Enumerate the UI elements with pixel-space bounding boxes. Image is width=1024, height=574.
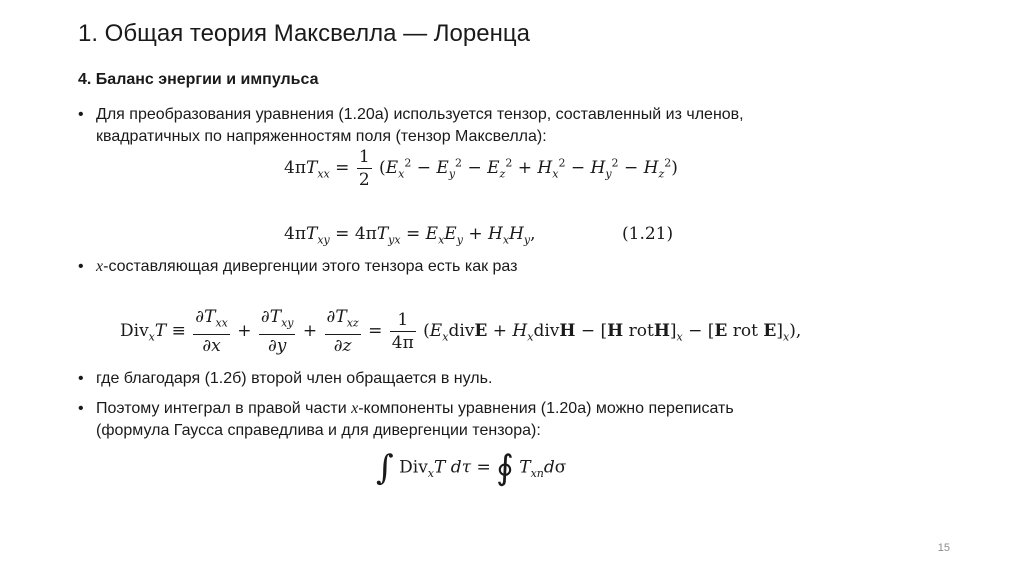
fraction-one-half: $\frac{1}{2}$	[358, 147, 370, 190]
equation-txy: $4\pi T_{xy} = 4\pi T_{yx} = E_xE_y + H_xH_y$,	[284, 224, 536, 247]
bullet-1-line-2: квадратичных по напряженностям поля (тензор Максвелла):	[96, 128, 547, 145]
page-number: 15	[937, 542, 950, 554]
math-var-x: x	[96, 258, 104, 275]
bullet-1	[78, 104, 744, 148]
slide-title: 1. Общая теория Максвелла — Лоренца	[78, 20, 530, 47]
equation-number: (1.21)	[622, 224, 674, 244]
bullet-4: • Поэтому интеграл в правой части x-компоненты уравнения (1.20а) можно переписать (формула Гаусса справедлива и для дивергенции тензора):	[78, 398, 734, 442]
bullet-marker: •	[78, 258, 84, 275]
equation-txx: $4\pi T_{xx}$ = $\frac{1}{2}$ $(E_x^2 - E_y^2 - E_z^2 + H_x^2 - H_y^2 - H_z^2)$	[284, 147, 678, 190]
bullet-3	[78, 368, 492, 390]
bullet-marker: •	[78, 106, 84, 123]
bullet-3-text: где благодаря (1.2б) второй член обращается в нуль.	[96, 370, 493, 387]
equation-gauss-integral: ∫ Div$_x$T dτ = ∮ $T_{xn}d\sigma$	[376, 448, 567, 488]
equation-divergence: Div$_x$T ≡ $\frac{\partial T_{xx}}{\partial x}$ + $\frac{\partial T_{xy}}{\partial y}$ + $\frac{\partial T_{xz}}{\partial z}$ = $\frac{1}{4\pi}$ ($E_xdivE$ + $H_xdivH - [H$ $rotH]_x - [E$ rot $E]_x$),	[120, 307, 802, 357]
bullet-2-text: -составляющая дивергенции этого тензора есть как раз	[103, 258, 518, 275]
section-subheading: 4. Баланс энергии и импульса	[78, 71, 319, 88]
bullet-marker: •	[78, 370, 84, 387]
bullet-marker: •	[78, 400, 84, 417]
bullet-1-line-1: Для преобразования уравнения (1.20а) используется тензор, составленный из членов,	[96, 106, 744, 123]
bullet-2	[78, 256, 517, 278]
math-var-x: x	[351, 400, 359, 417]
bullet-4-line-2: (формула Гаусса справедлива и для дивергенции тензора):	[96, 422, 541, 439]
